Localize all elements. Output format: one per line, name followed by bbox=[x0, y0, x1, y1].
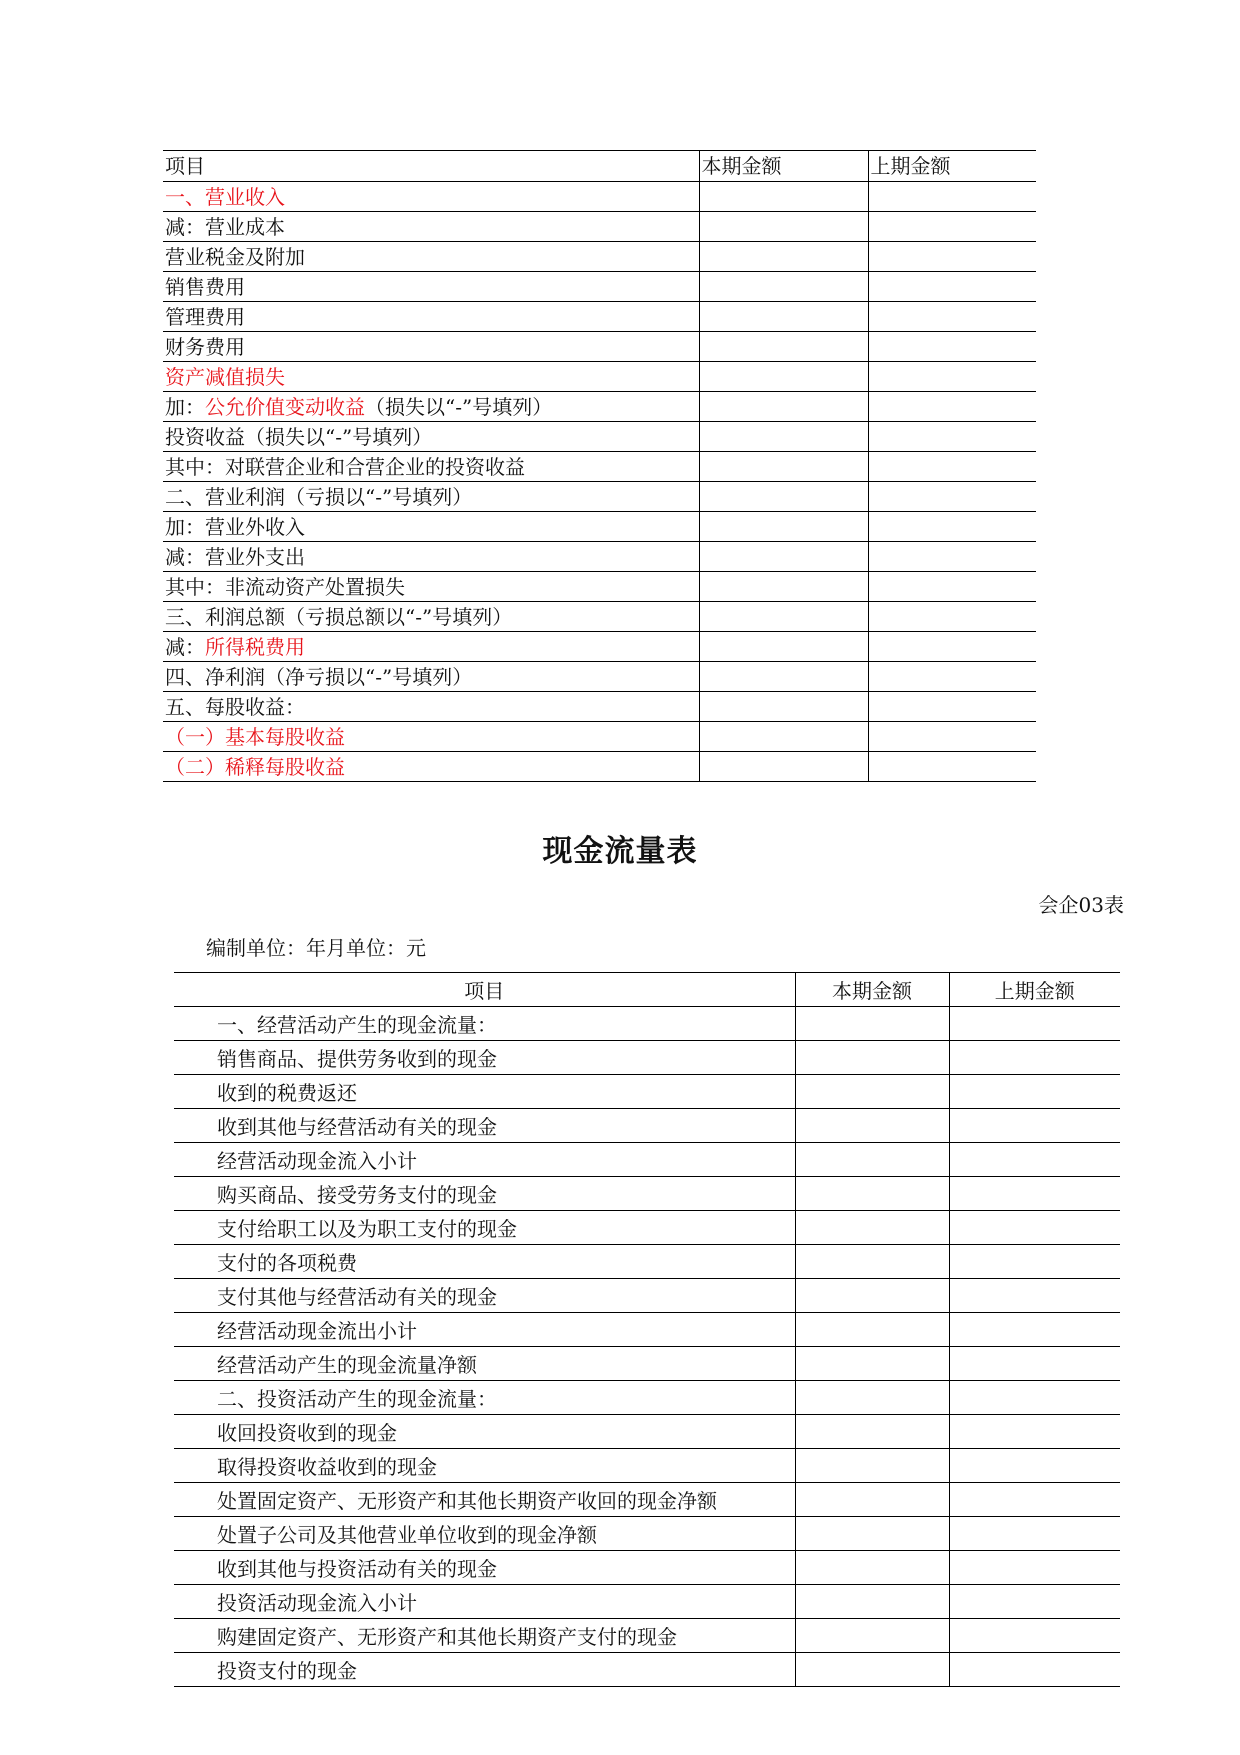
row-item-text: 其中：对联营企业和合营企业的投资收益 bbox=[165, 454, 525, 479]
row-item-text: （二）稀释每股收益 bbox=[165, 754, 345, 779]
previous-amount-cell bbox=[949, 1415, 1120, 1449]
row-item-text: （一）基本每股收益 bbox=[165, 724, 345, 749]
form-code: 会企03表 bbox=[1038, 893, 1124, 917]
current-amount-cell bbox=[699, 302, 868, 332]
table-row bbox=[163, 512, 1036, 542]
previous-amount-cell bbox=[868, 752, 1036, 782]
previous-amount-cell bbox=[868, 512, 1036, 542]
current-amount-cell bbox=[699, 482, 868, 512]
row-item: 投资支付的现金 bbox=[174, 1653, 795, 1687]
current-amount-cell bbox=[795, 1075, 949, 1109]
row-item bbox=[163, 572, 699, 602]
current-amount-cell bbox=[795, 1347, 949, 1381]
current-amount-cell bbox=[699, 662, 868, 692]
current-amount-cell bbox=[795, 1109, 949, 1143]
current-amount-cell bbox=[699, 572, 868, 602]
current-amount-cell bbox=[699, 542, 868, 572]
row-item: 支付的各项税费 bbox=[174, 1245, 795, 1279]
row-item bbox=[163, 722, 699, 752]
row-item-text: 三、利润总额（亏损总额以“-”号填列） bbox=[165, 604, 513, 629]
row-item-text: 四、净利润（净亏损以“-”号填列） bbox=[165, 664, 473, 689]
table-row bbox=[174, 1041, 1120, 1075]
table-row bbox=[163, 692, 1036, 722]
row-item bbox=[163, 182, 699, 212]
row-item-text: 减：营业外支出 bbox=[165, 544, 305, 569]
row-item bbox=[163, 632, 699, 662]
row-item: 经营活动产生的现金流量净额 bbox=[174, 1347, 795, 1381]
table-row bbox=[163, 752, 1036, 782]
previous-amount-cell bbox=[949, 1347, 1120, 1381]
table-row bbox=[174, 1347, 1120, 1381]
table-row bbox=[174, 1177, 1120, 1211]
row-item: 收回投资收到的现金 bbox=[174, 1415, 795, 1449]
table-row bbox=[163, 182, 1036, 212]
row-item bbox=[163, 272, 699, 302]
row-item bbox=[163, 512, 699, 542]
previous-amount-cell bbox=[949, 1143, 1120, 1177]
row-item: 经营活动现金流入小计 bbox=[174, 1143, 795, 1177]
current-amount-cell bbox=[795, 1245, 949, 1279]
row-item: 取得投资收益收到的现金 bbox=[174, 1449, 795, 1483]
row-item-text: 加：营业外收入 bbox=[165, 514, 305, 539]
previous-amount-cell bbox=[868, 452, 1036, 482]
table-row bbox=[174, 1653, 1120, 1687]
row-item: 购建固定资产、无形资产和其他长期资产支付的现金 bbox=[174, 1619, 795, 1653]
table-row bbox=[174, 1551, 1120, 1585]
previous-amount-cell bbox=[868, 272, 1036, 302]
current-amount-cell bbox=[699, 752, 868, 782]
current-amount-cell bbox=[795, 1279, 949, 1313]
current-amount-cell bbox=[795, 1211, 949, 1245]
current-amount-cell bbox=[795, 1517, 949, 1551]
previous-amount-cell bbox=[949, 1585, 1120, 1619]
current-amount-cell bbox=[795, 1483, 949, 1517]
table-row bbox=[163, 452, 1036, 482]
table-row bbox=[174, 1585, 1120, 1619]
income-statement-body bbox=[163, 151, 1036, 782]
row-item-text: 减： bbox=[165, 634, 205, 659]
previous-amount-cell bbox=[868, 302, 1036, 332]
current-amount-cell bbox=[699, 512, 868, 542]
current-amount-cell bbox=[699, 272, 868, 302]
row-item: 经营活动现金流出小计 bbox=[174, 1313, 795, 1347]
row-item-text: 销售费用 bbox=[165, 274, 245, 299]
cash-flow-title: 现金流量表 bbox=[542, 834, 698, 869]
current-amount-cell bbox=[699, 212, 868, 242]
table-row bbox=[174, 1245, 1120, 1279]
previous-amount-cell bbox=[949, 1313, 1120, 1347]
row-item: 收到的税费返还 bbox=[174, 1075, 795, 1109]
current-amount-cell bbox=[795, 1041, 949, 1075]
row-item bbox=[163, 692, 699, 722]
row-item bbox=[163, 302, 699, 332]
previous-amount-cell bbox=[868, 332, 1036, 362]
table-row bbox=[163, 242, 1036, 272]
current-amount-cell bbox=[699, 242, 868, 272]
current-amount-cell bbox=[699, 632, 868, 662]
table-row bbox=[163, 392, 1036, 422]
cash-flow-header-row bbox=[174, 973, 1120, 1007]
previous-amount-cell bbox=[868, 542, 1036, 572]
previous-amount-cell bbox=[949, 1245, 1120, 1279]
previous-amount-cell bbox=[949, 1517, 1120, 1551]
previous-amount-cell bbox=[868, 632, 1036, 662]
row-item-text: 资产减值损失 bbox=[165, 364, 285, 389]
table-row bbox=[163, 662, 1036, 692]
current-amount-cell bbox=[699, 392, 868, 422]
current-amount-cell bbox=[699, 422, 868, 452]
table-row bbox=[163, 422, 1036, 452]
table-row bbox=[174, 1517, 1120, 1551]
row-item: 二、投资活动产生的现金流量： bbox=[174, 1381, 795, 1415]
previous-amount-cell bbox=[949, 1211, 1120, 1245]
current-amount-cell bbox=[795, 1619, 949, 1653]
current-amount-cell bbox=[795, 1415, 949, 1449]
previous-amount-cell bbox=[949, 1619, 1120, 1653]
table-row bbox=[163, 362, 1036, 392]
previous-amount-cell bbox=[868, 482, 1036, 512]
header-item: 项目 bbox=[174, 973, 795, 1007]
row-item bbox=[163, 602, 699, 632]
table-row bbox=[174, 1619, 1120, 1653]
previous-amount-cell bbox=[949, 1279, 1120, 1313]
current-amount-cell bbox=[699, 452, 868, 482]
previous-amount-cell bbox=[868, 722, 1036, 752]
row-item: 购买商品、接受劳务支付的现金 bbox=[174, 1177, 795, 1211]
table-row bbox=[174, 1007, 1120, 1041]
row-item bbox=[163, 212, 699, 242]
row-item-text: 营业税金及附加 bbox=[165, 244, 305, 269]
table-row bbox=[174, 1211, 1120, 1245]
row-item bbox=[163, 392, 699, 422]
table-row bbox=[174, 1075, 1120, 1109]
row-item-text: 公允价值变动收益 bbox=[205, 394, 365, 419]
table-row bbox=[163, 302, 1036, 332]
table-row bbox=[174, 1109, 1120, 1143]
row-item: 投资活动现金流入小计 bbox=[174, 1585, 795, 1619]
row-item bbox=[163, 362, 699, 392]
table-row bbox=[163, 212, 1036, 242]
previous-amount-cell bbox=[868, 362, 1036, 392]
previous-amount-cell bbox=[868, 662, 1036, 692]
row-item: 支付其他与经营活动有关的现金 bbox=[174, 1279, 795, 1313]
table-row bbox=[174, 1279, 1120, 1313]
previous-amount-cell bbox=[868, 242, 1036, 272]
row-item bbox=[163, 332, 699, 362]
row-item: 支付给职工以及为职工支付的现金 bbox=[174, 1211, 795, 1245]
row-item bbox=[163, 542, 699, 572]
table-row bbox=[163, 632, 1036, 662]
previous-amount-cell bbox=[868, 572, 1036, 602]
current-amount-cell bbox=[699, 332, 868, 362]
previous-amount-cell bbox=[949, 1075, 1120, 1109]
unit-line: 编制单位：年月单位：元 bbox=[206, 936, 426, 960]
cash-flow-body bbox=[174, 973, 1120, 1687]
previous-amount-cell bbox=[868, 182, 1036, 212]
table-row bbox=[174, 1483, 1120, 1517]
income-statement-header-row bbox=[163, 151, 1036, 182]
row-item-text: （损失以“-”号填列） bbox=[365, 394, 553, 419]
current-amount-cell bbox=[795, 1313, 949, 1347]
row-item: 收到其他与经营活动有关的现金 bbox=[174, 1109, 795, 1143]
previous-amount-cell bbox=[868, 422, 1036, 452]
row-item: 处置子公司及其他营业单位收到的现金净额 bbox=[174, 1517, 795, 1551]
row-item bbox=[163, 752, 699, 782]
row-item-text: 投资收益（损失以“-”号填列） bbox=[165, 424, 433, 449]
row-item-text: 管理费用 bbox=[165, 304, 245, 329]
row-item-text: 二、营业利润（亏损以“-”号填列） bbox=[165, 484, 473, 509]
current-amount-cell bbox=[795, 1449, 949, 1483]
current-amount-cell bbox=[795, 1177, 949, 1211]
current-amount-cell bbox=[795, 1007, 949, 1041]
row-item bbox=[163, 422, 699, 452]
table-row bbox=[163, 542, 1036, 572]
table-row bbox=[163, 572, 1036, 602]
row-item-text: 一、营业收入 bbox=[165, 184, 285, 209]
table-row bbox=[174, 1415, 1120, 1449]
row-item-text: 减：营业成本 bbox=[165, 214, 285, 239]
row-item-text: 所得税费用 bbox=[205, 634, 305, 659]
row-item: 销售商品、提供劳务收到的现金 bbox=[174, 1041, 795, 1075]
row-item bbox=[163, 452, 699, 482]
previous-amount-cell bbox=[949, 1177, 1120, 1211]
table-row bbox=[174, 1143, 1120, 1177]
previous-amount-cell bbox=[868, 692, 1036, 722]
previous-amount-cell bbox=[949, 1653, 1120, 1687]
table-row bbox=[163, 332, 1036, 362]
table-row bbox=[174, 1313, 1120, 1347]
row-item-text: 财务费用 bbox=[165, 334, 245, 359]
row-item bbox=[163, 482, 699, 512]
current-amount-cell bbox=[699, 602, 868, 632]
row-item: 一、经营活动产生的现金流量： bbox=[174, 1007, 795, 1041]
income-statement-table bbox=[163, 150, 1036, 782]
table-row bbox=[163, 602, 1036, 632]
header-previous-amount: 上期金额 bbox=[949, 973, 1120, 1007]
header-item: 项目 bbox=[163, 151, 699, 182]
current-amount-cell bbox=[795, 1381, 949, 1415]
previous-amount-cell bbox=[949, 1109, 1120, 1143]
current-amount-cell bbox=[795, 1653, 949, 1687]
current-amount-cell bbox=[699, 182, 868, 212]
table-row bbox=[163, 722, 1036, 752]
table-row bbox=[174, 1381, 1120, 1415]
current-amount-cell bbox=[699, 362, 868, 392]
header-previous-amount: 上期金额 bbox=[868, 151, 1036, 182]
previous-amount-cell bbox=[868, 392, 1036, 422]
previous-amount-cell bbox=[868, 212, 1036, 242]
previous-amount-cell bbox=[949, 1041, 1120, 1075]
row-item-text: 其中：非流动资产处置损失 bbox=[165, 574, 405, 599]
table-row bbox=[174, 1449, 1120, 1483]
row-item-text: 加： bbox=[165, 394, 205, 419]
current-amount-cell bbox=[699, 722, 868, 752]
row-item-text: 五、每股收益： bbox=[165, 694, 305, 719]
cash-flow-table bbox=[174, 972, 1120, 1687]
row-item: 处置固定资产、无形资产和其他长期资产收回的现金净额 bbox=[174, 1483, 795, 1517]
row-item: 收到其他与投资活动有关的现金 bbox=[174, 1551, 795, 1585]
row-item bbox=[163, 242, 699, 272]
header-current-amount: 本期金额 bbox=[795, 973, 949, 1007]
current-amount-cell bbox=[795, 1585, 949, 1619]
previous-amount-cell bbox=[949, 1007, 1120, 1041]
current-amount-cell bbox=[795, 1551, 949, 1585]
previous-amount-cell bbox=[949, 1381, 1120, 1415]
previous-amount-cell bbox=[949, 1449, 1120, 1483]
table-row bbox=[163, 482, 1036, 512]
row-item bbox=[163, 662, 699, 692]
table-row bbox=[163, 272, 1036, 302]
header-current-amount: 本期金额 bbox=[699, 151, 868, 182]
previous-amount-cell bbox=[949, 1483, 1120, 1517]
previous-amount-cell bbox=[949, 1551, 1120, 1585]
previous-amount-cell bbox=[868, 602, 1036, 632]
current-amount-cell bbox=[699, 692, 868, 722]
current-amount-cell bbox=[795, 1143, 949, 1177]
